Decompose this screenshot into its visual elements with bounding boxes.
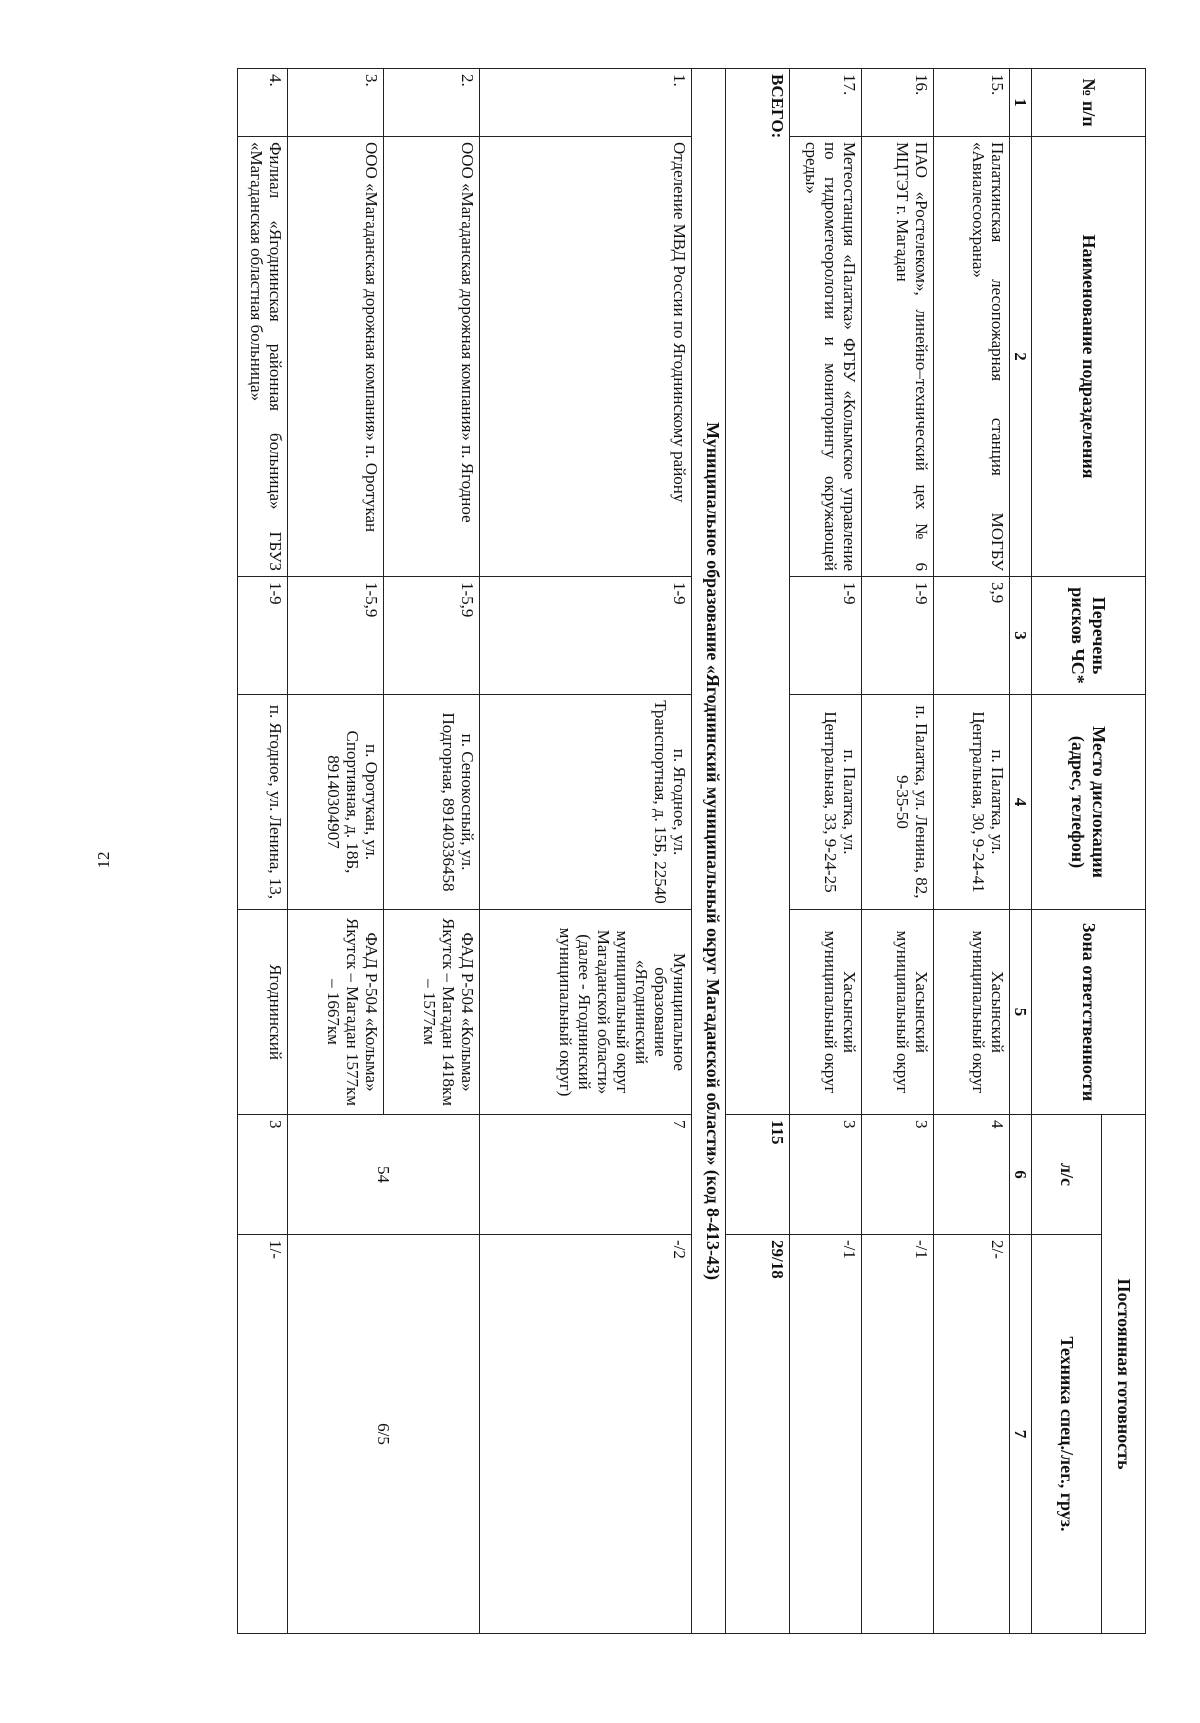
row-risks: 1-5,9 [287, 577, 383, 695]
row-risks: 1-9 [479, 577, 691, 695]
row-location: п. Палатка, ул. Центральная, 33, 9-24-25 [789, 695, 861, 910]
row-equipment: -/1 [861, 1235, 933, 1634]
row-risks: 1-5,9 [383, 577, 479, 695]
header-name: Наименование подразделения [1032, 137, 1146, 577]
row-location: п. Ягодное, ул. Транспортная, д. 15Б, 22540 [479, 695, 691, 910]
row-equipment: 1/- [237, 1235, 287, 1634]
col-number: 2 [1009, 137, 1031, 577]
total-personnel: 115 [725, 1115, 789, 1235]
row-zone: Хасынский муниципальный округ [789, 910, 861, 1115]
row-risks: 1-9 [789, 577, 861, 695]
total-row [725, 69, 789, 1634]
total-label: ВСЕГО: [725, 69, 789, 1115]
row-zone: ФАД Р-504 «Колыма» Якутск – Магадан 1418км – 1577км [383, 910, 479, 1115]
row-risks: 1-9 [861, 577, 933, 695]
row-num: 16. [861, 69, 933, 137]
row-name: Метеостанция «Палатка» ФГБУ «Колымское управление по гидрометеорологии и мониторингу окружающей среды» [789, 137, 861, 577]
col-number: 4 [1009, 695, 1031, 910]
row-zone: Муниципальное образование «Ягоднинский муниципальный округ Магаданской области» (далее - Ягоднинский муниципальный округ) [479, 910, 691, 1115]
row-personnel: 3 [237, 1115, 287, 1235]
merged-personnel: 54 [287, 1115, 479, 1235]
row-personnel: 3 [789, 1115, 861, 1235]
table-row [933, 69, 1009, 1634]
row-location: п. Палатка, ул. Центральная, 30, 9-24-41 [933, 695, 1009, 910]
header-equipment: Техника спец./лег., груз. [1032, 1235, 1102, 1634]
rotated-table-page [106, 68, 1146, 1633]
row-location: п. Ягодное, ул. Ленина, 13, [237, 695, 287, 910]
column-numbers-row [1009, 69, 1031, 1634]
row-location: п. Палатка, ул. Ленина, 82, 9-35-50 [861, 695, 933, 910]
row-num: 3. [287, 69, 383, 137]
table-row [237, 69, 287, 1634]
table-row [861, 69, 933, 1634]
header-location: Место дислокации (адрес, телефон) [1032, 695, 1146, 910]
row-name: ООО «Магаданская дорожная компания» п. Оротукан [287, 137, 383, 577]
section-title: Муниципальное образование «Ягоднинский муниципальный округ Магаданской области» (код 8-413-43) [691, 69, 725, 1634]
row-num: 17. [789, 69, 861, 137]
section-header-row [691, 69, 725, 1634]
header-num: № п/п [1032, 69, 1146, 137]
row-zone: ФАД Р-504 «Колыма» Якутск – Магадан 1577км – 1667км [287, 910, 383, 1115]
row-name: ООО «Магаданская дорожная компания» п. Ягодное [383, 137, 479, 577]
row-zone: Хасынский муниципальный округ [933, 910, 1009, 1115]
page-number: 12 [94, 851, 113, 869]
total-equipment: 29/18 [725, 1235, 789, 1634]
merged-equipment: 6/5 [287, 1235, 479, 1634]
header-zone: Зона ответственности [1032, 910, 1146, 1115]
table-row [383, 69, 479, 1634]
row-num: 1. [479, 69, 691, 137]
row-name: Палаткинская лесопожарная станция МОГБУ «Авиалесоохрана» [933, 137, 1009, 577]
row-location: п. Сенокосный, ул. Подгорная, 89140336458 [383, 695, 479, 910]
col-number: 6 [1009, 1115, 1031, 1235]
row-risks: 1-9 [237, 577, 287, 695]
col-number: 1 [1009, 69, 1031, 137]
col-number: 3 [1009, 577, 1031, 695]
row-zone: Ягоднинский [237, 910, 287, 1115]
row-equipment: 2/- [933, 1235, 1009, 1634]
row-num: 15. [933, 69, 1009, 137]
row-name: ПАО «Ростелеком», линейно–технический цех № 6 МЦТЭТ г. Магадан [861, 137, 933, 577]
row-equipment: -/2 [479, 1235, 691, 1634]
header-personnel: л/с [1032, 1115, 1102, 1235]
row-num: 4. [237, 69, 287, 137]
row-personnel: 7 [479, 1115, 691, 1235]
row-risks: 3,9 [933, 577, 1009, 695]
col-number: 7 [1009, 1235, 1031, 1634]
col-number: 5 [1009, 910, 1031, 1115]
row-location: п. Оротукан, ул. Спортивная, д. 18Б, 89140304907 [287, 695, 383, 910]
units-table [237, 68, 1146, 1634]
row-personnel: 3 [861, 1115, 933, 1235]
header-readiness: Постоянная готовность [1102, 1115, 1146, 1634]
row-zone: Хасынский муниципальный округ [861, 910, 933, 1115]
header-risks: Перечень рисков ЧС* [1032, 577, 1146, 695]
table-row [789, 69, 861, 1634]
row-num: 2. [383, 69, 479, 137]
row-name: Филиал «Ягоднинская районная больница» ГБУЗ «Магаданская областная больница» [237, 137, 287, 577]
row-personnel: 4 [933, 1115, 1009, 1235]
row-name: Отделение МВД России по Ягоднинскому району [479, 137, 691, 577]
row-equipment: -/1 [789, 1235, 861, 1634]
table-row [479, 69, 691, 1634]
